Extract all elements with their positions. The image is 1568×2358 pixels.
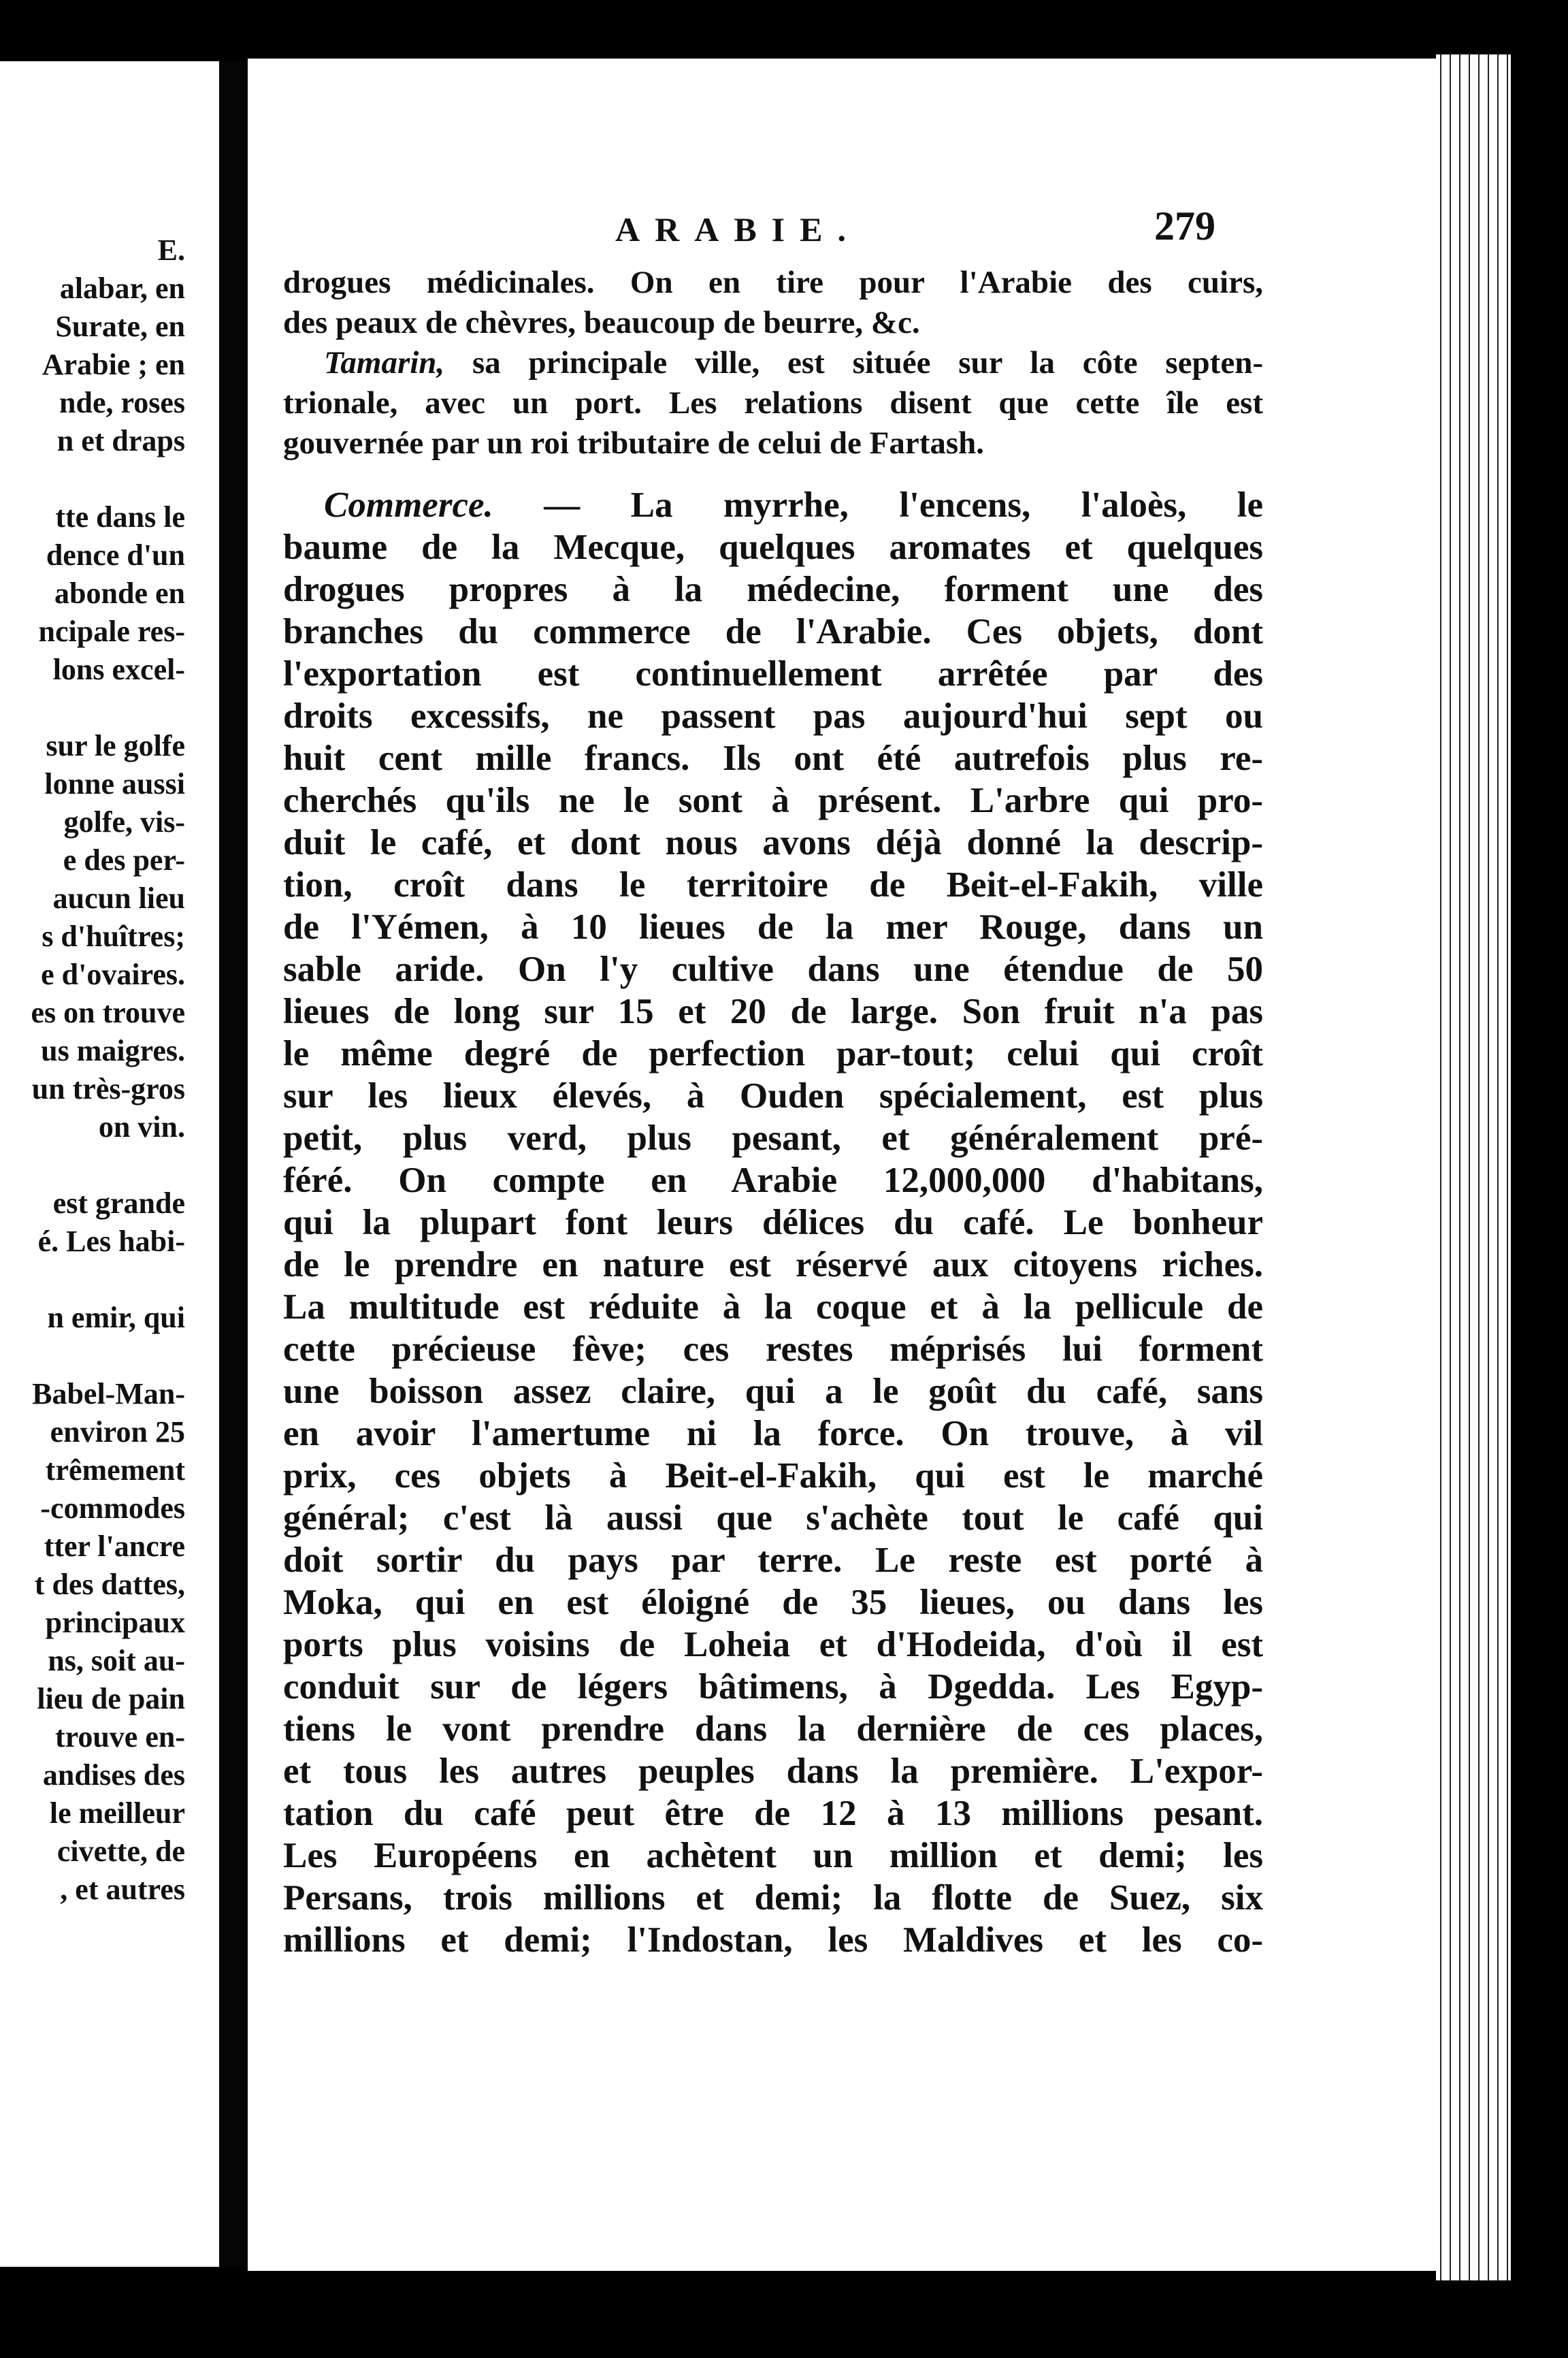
text-line: et tous les autres peuples dans la première. L'expor- xyxy=(283,1751,1263,1791)
left-page-line: un très-gros xyxy=(31,1072,185,1105)
left-page-line: trêmement xyxy=(45,1453,185,1487)
left-page-line: nde, roses xyxy=(59,386,185,419)
text-line: branches du commerce de l'Arabie. Ces objets, dont xyxy=(283,612,1263,651)
left-page-line: aucun lieu xyxy=(52,882,185,915)
text-line: gouvernée par un roi tributaire de celui de Fartash. xyxy=(283,425,985,461)
page-text xyxy=(283,263,1263,1961)
text-line: une boisson assez claire, qui a le goût du café, sans xyxy=(283,1372,1263,1411)
left-page-line: -commodes xyxy=(40,1491,185,1525)
text-line: duit le café, et dont nous avons déjà donné la descrip- xyxy=(283,823,1263,862)
left-page-line: n et draps xyxy=(56,424,185,457)
left-page-line: le meilleur xyxy=(49,1796,185,1830)
text-span: sa principale ville, est située sur la côte septen- xyxy=(444,345,1263,381)
text-line: petit, plus verd, plus pesant, et généralement pré- xyxy=(283,1118,1263,1158)
book-spine xyxy=(219,61,248,2267)
paragraph-body xyxy=(283,526,1263,1961)
left-page-line: golfe, vis- xyxy=(63,805,185,839)
text-line: des peaux de chèvres, beaucoup de beurre, &c. xyxy=(283,305,920,340)
text-line: le même degré de perfection par-tout; celui qui croît xyxy=(283,1034,1263,1073)
text-line: lieues de long sur 15 et 20 de large. Son fruit n'a pas xyxy=(283,992,1263,1031)
text-line: tion, croît dans le territoire de Beit-el-Fakih, ville xyxy=(283,865,1263,905)
left-page-line: n emir, qui xyxy=(47,1301,185,1334)
text-span: — La myrrhe, l'encens, l'aloès, le xyxy=(493,485,1263,525)
text-line: sur les lieux élevés, à Ouden spécialement, est plus xyxy=(283,1076,1263,1116)
text-line: tiens le vont prendre dans la dernière de ces places, xyxy=(283,1709,1263,1749)
paragraph-start xyxy=(283,484,1263,526)
left-page-line: s d'huîtres; xyxy=(42,920,185,953)
left-page-line: principaux xyxy=(45,1606,185,1639)
text-line: sable aride. On l'y cultive dans une étendue de 50 xyxy=(283,950,1263,989)
page-edges xyxy=(1436,54,1511,2280)
running-head: ARABIE. xyxy=(615,210,861,248)
left-page-line: andises des xyxy=(42,1758,185,1792)
place-name: Tamarin, xyxy=(324,345,445,381)
right-page xyxy=(248,59,1480,2271)
text-line: général; c'est là aussi que s'achète tout le café qui xyxy=(283,1498,1263,1538)
left-page-line: dence d'un xyxy=(46,538,185,572)
text-line: de le prendre en nature est réservé aux citoyens riches. xyxy=(283,1245,1263,1285)
left-page-line: e des per- xyxy=(63,843,185,877)
left-page-line: tte dans le xyxy=(55,500,185,534)
text-line: droits excessifs, ne passent pas aujourd'hui sept ou xyxy=(283,696,1263,736)
text-line: l'exportation est continuellement arrêtée par des xyxy=(283,654,1263,694)
text-line: en avoir l'amertume ni la force. On trouve, à vil xyxy=(283,1414,1263,1453)
left-page-line: est grande xyxy=(52,1186,185,1220)
left-page-line: lons excel- xyxy=(52,653,185,686)
text-line: millions et demi; l'Indostan, les Maldives et les co- xyxy=(283,1920,1263,1960)
left-page-line: ns, soit au- xyxy=(48,1644,185,1677)
text-line: Les Européens en achètent un million et demi; les xyxy=(283,1836,1263,1875)
section-heading: Commerce. xyxy=(324,485,493,525)
left-page-line: é. Les habi- xyxy=(37,1225,185,1258)
left-page-line: Arabie ; en xyxy=(42,348,185,381)
left-page-fragment xyxy=(0,61,219,2267)
text-line: drogues médicinales. On en tire pour l'Arabie des cuirs, xyxy=(283,265,1263,300)
left-page-line: alabar, en xyxy=(59,272,185,305)
text-line: Persans, trois millions et demi; la flotte de Suez, six xyxy=(283,1878,1263,1918)
text-line: baume de la Mecque, quelques aromates et quelques xyxy=(283,528,1263,567)
text-line: prix, ces objets à Beit-el-Fakih, qui est le marché xyxy=(283,1456,1263,1496)
left-page-line: e d'ovaires. xyxy=(41,958,185,991)
text-line: doit sortir du pays par terre. Le reste est porté à xyxy=(283,1540,1263,1580)
left-page-line: sur le golfe xyxy=(46,729,185,762)
left-page-line: t des dattes, xyxy=(34,1568,185,1601)
text-line: féré. On compte en Arabie 12,000,000 d'habitans, xyxy=(283,1161,1263,1200)
page-number: 279 xyxy=(1154,204,1215,248)
text-line: La multitude est réduite à la coque et à la pellicule de xyxy=(283,1287,1263,1327)
left-page-line: E. xyxy=(157,233,185,267)
text-line: qui la plupart font leurs délices du café. Le bonheur xyxy=(283,1203,1263,1242)
text-line: Moka, qui en est éloigné de 35 lieues, ou dans les xyxy=(283,1583,1263,1622)
paragraph-start xyxy=(283,343,1263,383)
text-line: drogues propres à la médecine, forment une des xyxy=(283,570,1263,609)
left-page-line: trouve en- xyxy=(54,1720,185,1754)
text-line: trionale, avec un port. Les relations disent que cette île est xyxy=(283,385,1263,421)
left-page-line: lonne aussi xyxy=(44,767,185,801)
text-line: tation du café peut être de 12 à 13 millions pesant. xyxy=(283,1794,1263,1833)
left-page-line: es on trouve xyxy=(31,996,185,1029)
text-line: conduit sur de légers bâtimens, à Dgedda. Les Egyp- xyxy=(283,1667,1263,1707)
text-line: huit cent mille francs. Ils ont été autrefois plus re- xyxy=(283,739,1263,778)
left-page-line: ncipale res- xyxy=(38,615,185,648)
text-line: cette précieuse fève; ces restes méprisés lui forment xyxy=(283,1329,1263,1369)
left-page-line: abonde en xyxy=(54,577,185,610)
text-line: ports plus voisins de Loheia et d'Hodeida, d'où il est xyxy=(283,1625,1263,1664)
left-page-line: Surate, en xyxy=(55,310,185,343)
left-page-line: on vin. xyxy=(98,1110,185,1144)
left-page-line: Babel-Man- xyxy=(32,1377,185,1410)
left-page-line: tter l'ancre xyxy=(44,1530,185,1563)
left-page-line: environ 25 xyxy=(50,1415,185,1449)
text-line: de l'Yémen, à 10 lieues de la mer Rouge, dans un xyxy=(283,907,1263,947)
left-page-line: lieu de pain xyxy=(37,1682,185,1715)
left-page-line: civette, de xyxy=(56,1835,185,1868)
left-page-line: us maigres. xyxy=(41,1034,185,1067)
text-line: cherchés qu'ils ne le sont à présent. L'arbre qui pro- xyxy=(283,781,1263,820)
left-page-line: , et autres xyxy=(60,1873,185,1906)
